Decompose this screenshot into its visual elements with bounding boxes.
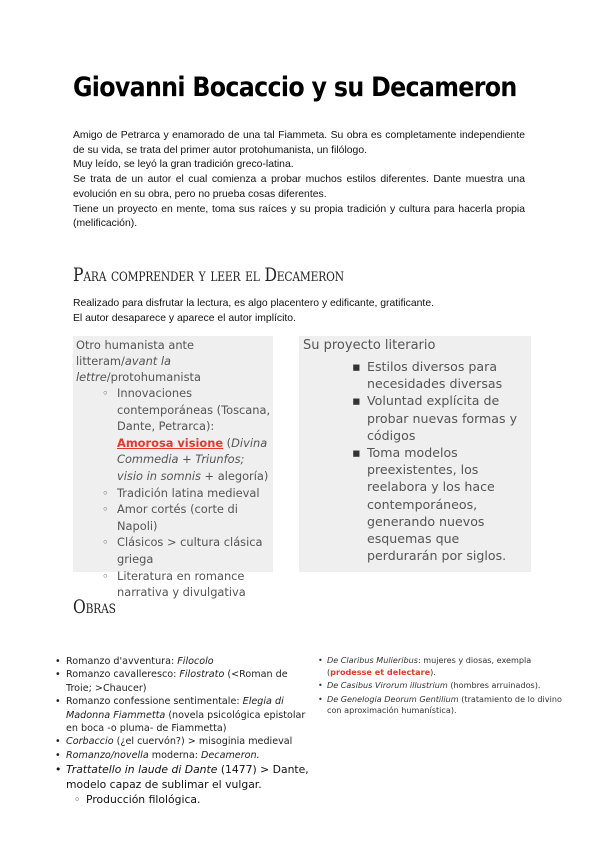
- obras-list: [316, 655, 566, 717]
- item-text: (hombres arruinados).: [447, 680, 541, 691]
- item-text: ).: [430, 666, 436, 677]
- list-item: [50, 668, 314, 695]
- item-text: moderna:: [148, 749, 201, 761]
- item-text: (tratamiento de lo divino con aproximación humanística).: [327, 693, 562, 716]
- work-title: De Casibus Virorum illustrium: [327, 680, 448, 691]
- right-box-heading: Su proyecto literario: [303, 338, 436, 353]
- page-title: Giovanni Bocaccio y su Decameron: [73, 72, 517, 103]
- list-item: [50, 762, 314, 792]
- work-title: Elegia di Madonna Fiammetta: [66, 696, 284, 721]
- item-text: (1477) > Dante, modelo capaz de sublimar el vulgar.: [66, 763, 309, 792]
- left-box-humanista: [73, 336, 273, 600]
- list-item: [316, 694, 566, 717]
- list-item: ▪ Voluntad explícita de probar nuevas formas y códigos: [299, 392, 531, 444]
- list-item: ▪ Estilos diversos para necesidades diversas: [299, 358, 531, 392]
- intro-paragraph: Muy leído, se leyó la gran tradición greco-latina.: [73, 159, 294, 171]
- work-title: Corbaccio: [66, 736, 114, 748]
- intro-paragraph: Se trata de un autor el cual comienza a probar muchos estilos diferentes. Dante muestra una evolución en su obra, pero no prueba cosas diferentes.: [73, 174, 525, 200]
- work-title: De Claribus Mulieribus: [327, 655, 418, 665]
- list-item: ◦ Tradición latina medieval: [73, 485, 273, 502]
- list-item: [73, 385, 273, 485]
- list-item: ◦ Clásicos > cultura clásica griega: [73, 534, 273, 567]
- work-title: Filostrato: [179, 669, 225, 681]
- body-line: El autor desaparece y aparece el autor implícito.: [73, 313, 296, 324]
- item-text: Romanzo cavalleresco:: [66, 669, 180, 681]
- obras-list: [50, 655, 314, 807]
- list-item: [316, 680, 566, 692]
- obras-right-column: [316, 655, 566, 719]
- left-box-list: [73, 385, 273, 601]
- item-text: : mujeres y diosas, exempla (: [327, 655, 532, 677]
- item-text: (: [223, 435, 232, 450]
- section-comprender-body: [73, 296, 533, 326]
- item-text: (novela psicológica epistolar en boca -o pluma- de Fiammetta): [66, 709, 306, 735]
- left-box-heading: [73, 336, 273, 385]
- list-item: [50, 749, 314, 762]
- work-title: De Genelogia Deorum Gentilium: [327, 693, 459, 704]
- item-text: (<Roman de Troie; >Chaucer): [66, 669, 288, 694]
- work-title: Filocolo: [177, 656, 214, 667]
- highlight-text: Amorosa visione: [117, 435, 224, 450]
- highlight-text: prodesse et delectare: [330, 666, 431, 677]
- item-text-italic: Divina Commedia + Triunfos; visio in somnis: [117, 435, 268, 483]
- body-line: Realizado para disfrutar la lectura, es algo placentero y edificante, gratificante.: [73, 298, 434, 309]
- item-text: Romanzo confessione sentimentale:: [66, 696, 243, 708]
- right-box-proyecto: [299, 336, 531, 572]
- right-box-list: [299, 358, 531, 564]
- list-item: ◦ Literatura en romance narrativa y divulgativa: [73, 568, 273, 601]
- list-item: [316, 655, 566, 678]
- section-heading-comprender: Para comprender y leer el Decameron: [73, 264, 344, 286]
- item-text: Romanzo d'avventura:: [66, 656, 178, 667]
- work-title: Romanzo/novella: [66, 749, 149, 761]
- list-item: [50, 655, 314, 668]
- work-title: Decameron.: [201, 749, 260, 761]
- heading-part: Otro humanista ante litteram/: [76, 338, 195, 368]
- heading-part: /protohumanista: [106, 370, 201, 384]
- section-heading-obras: Obras: [73, 596, 116, 618]
- list-subitem: ◦ Producción filológica.: [50, 792, 314, 807]
- list-item: [50, 695, 314, 735]
- list-item: ▪ Toma modelos preexistentes, los reelabora y los hace contemporáneos, generando nuevos esquemas que perdurarán por siglos.: [299, 444, 531, 564]
- obras-left-column: [50, 655, 314, 807]
- heading-part-italic: avant la lettre: [76, 354, 172, 384]
- list-item: ◦ Amor cortés (corte di Napoli): [73, 501, 273, 534]
- intro-text: [73, 129, 525, 232]
- item-text: + alegoría): [200, 468, 269, 483]
- list-item: [50, 735, 314, 748]
- intro-paragraph: Amigo de Petrarca y enamorado de una tal Fiammeta. Su obra es completamente independiente de su vida, se trata del primer autor protohumanista, un filólogo.: [73, 130, 525, 156]
- item-text: Innovaciones contemporáneas (Toscana, Dante, Petrarca):: [117, 386, 271, 434]
- item-text: (¿el cuervón?) > misoginia medieval: [113, 736, 293, 748]
- work-title: Trattatello in laude di Dante: [66, 763, 218, 777]
- intro-paragraph: Tiene un proyecto en mente, toma sus raíces y su propia tradición y cultura para hacerla propia (melificación).: [73, 203, 525, 230]
